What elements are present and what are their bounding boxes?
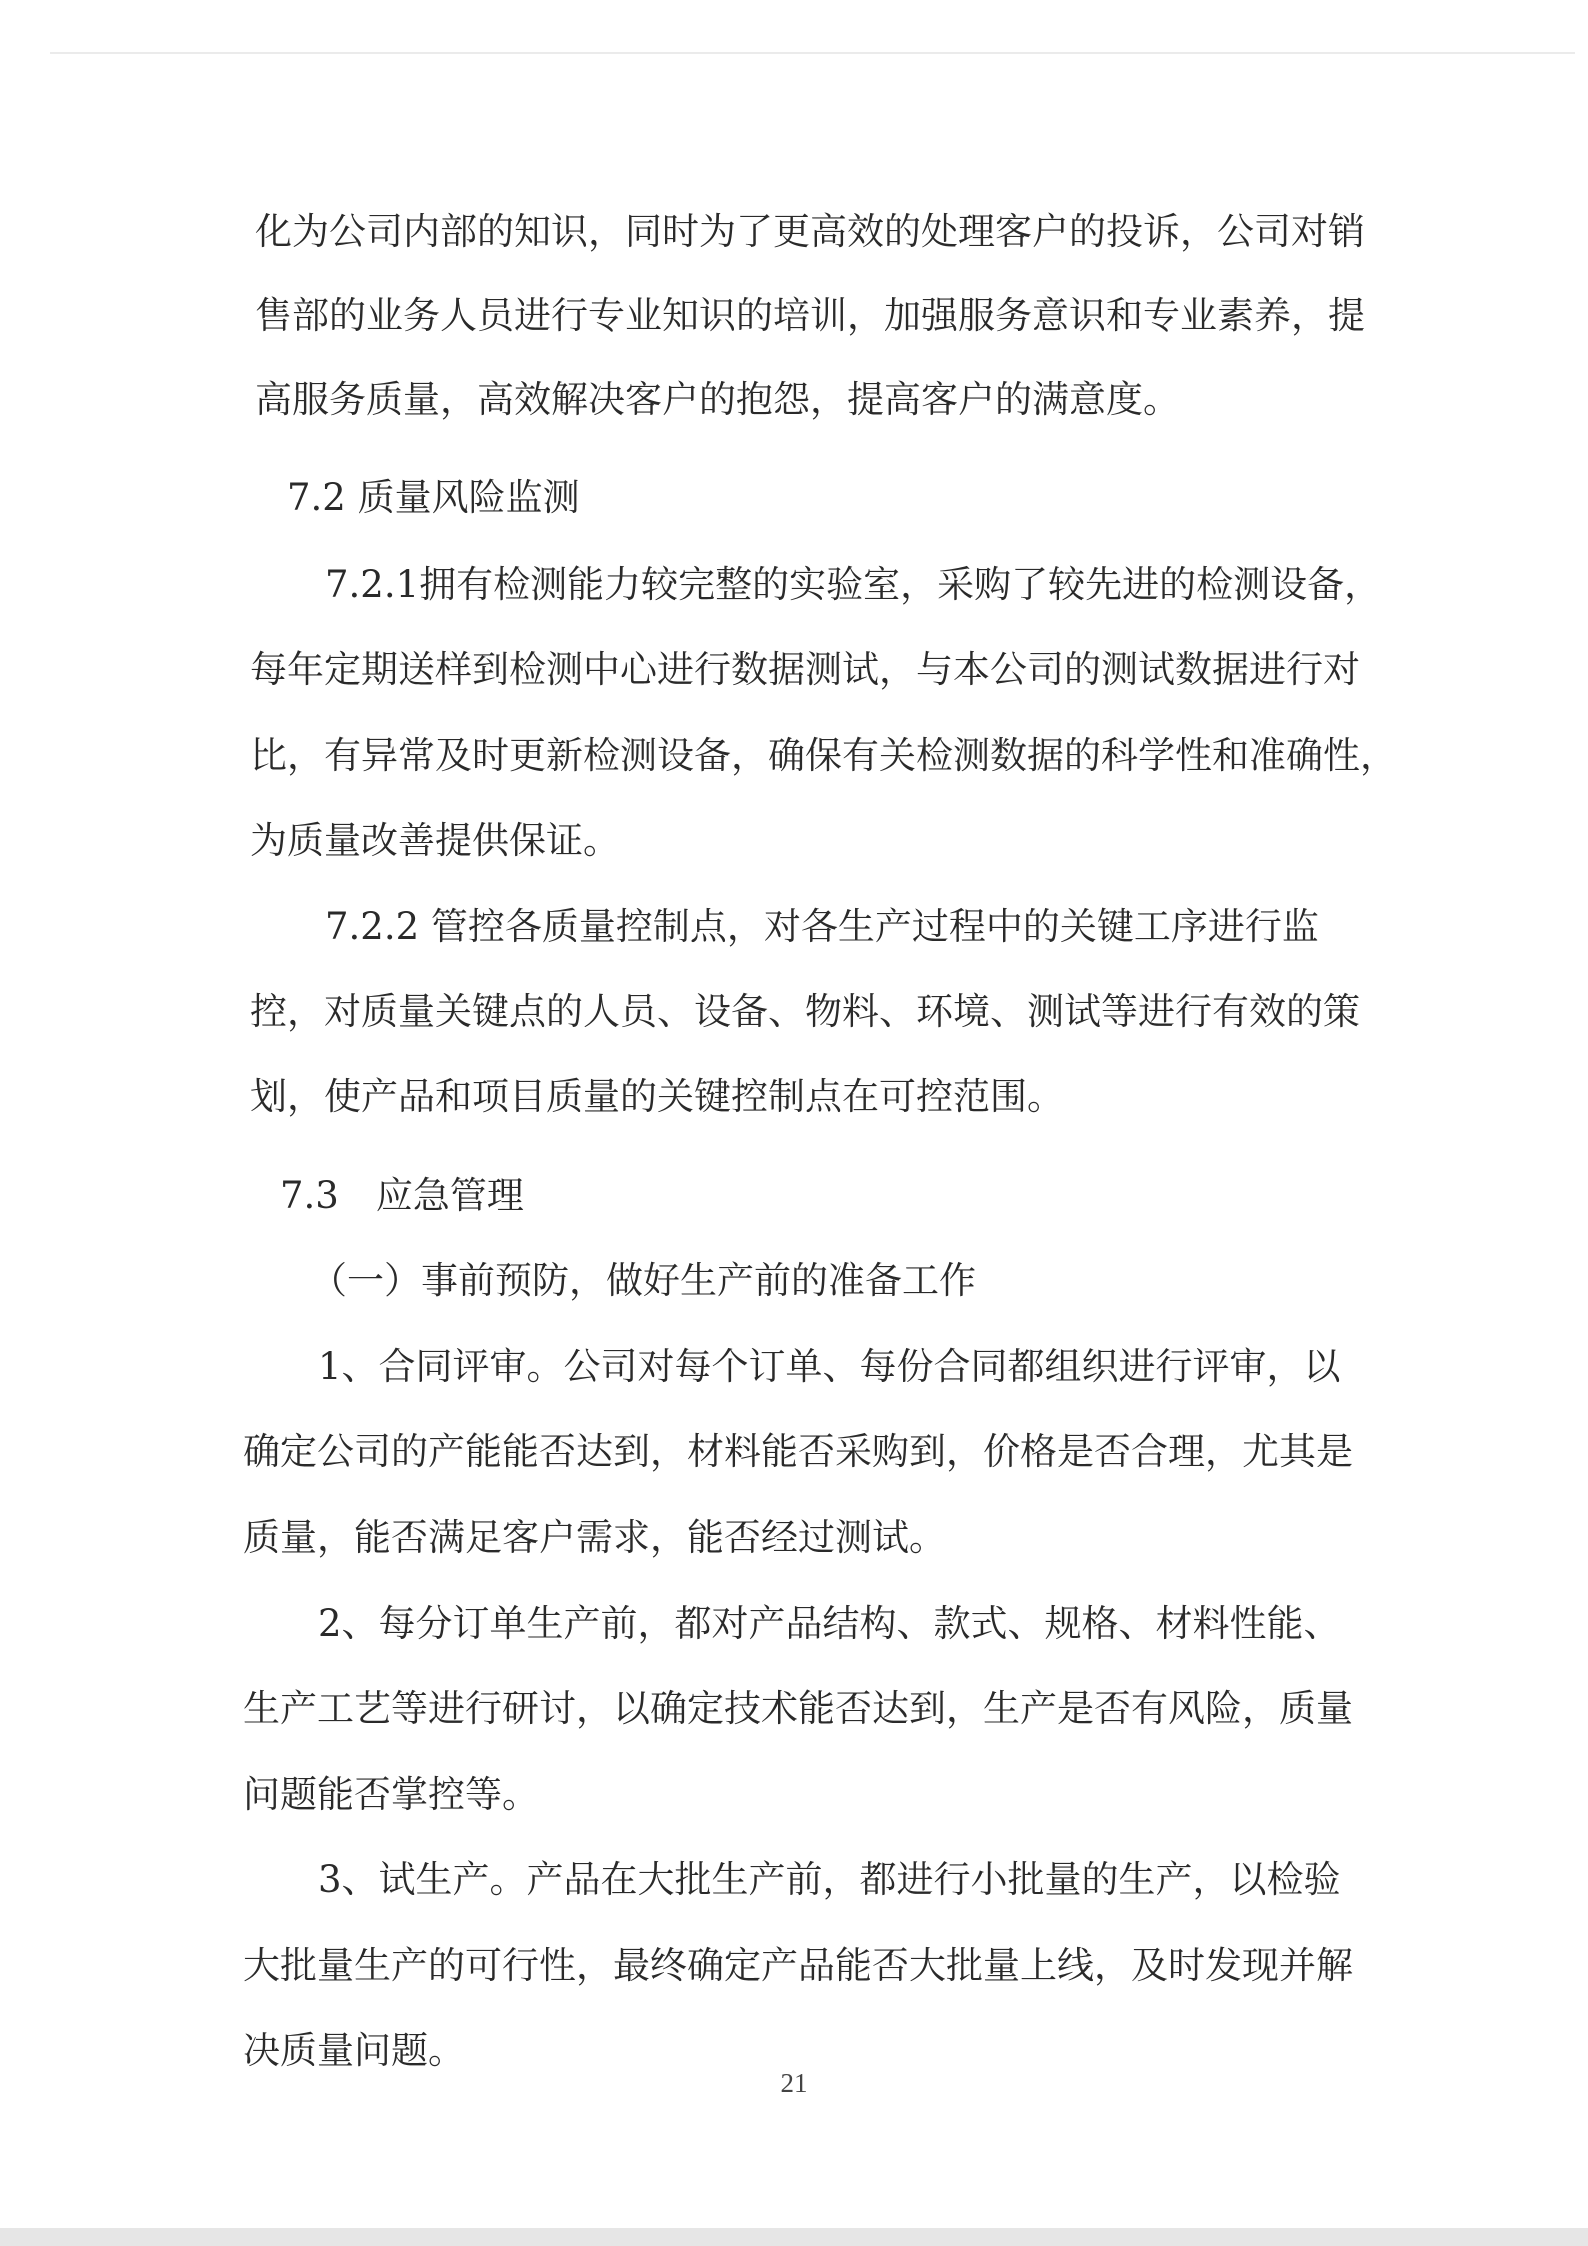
paragraph-line: 比，有异常及时更新检测设备，确保有关检测数据的科学性和准确性， <box>250 734 1397 777</box>
section-heading: 7.2 质量风险监测 <box>287 476 580 519</box>
paragraph-line: 化为公司内部的知识，同时为了更高效的处理客户的投诉，公司对销 <box>255 210 1365 253</box>
paragraph-line: 控，对质量关键点的人员、设备、物料、环境、测试等进行有效的策 <box>250 990 1360 1033</box>
paragraph-line: 每年定期送样到检测中心进行数据测试，与本公司的测试数据进行对 <box>250 648 1360 691</box>
paragraph-line: 7.2.1拥有检测能力较完整的实验室，采购了较先进的检测设备， <box>325 563 1382 606</box>
page-number: 21 <box>780 2068 808 2098</box>
paragraph-line: 为质量改善提供保证。 <box>250 819 620 862</box>
paragraph-line: 7.2.2 管控各质量控制点，对各生产过程中的关键工序进行监 <box>325 905 1319 948</box>
paragraph-line: 高服务质量，高效解决客户的抱怨，提高客户的满意度。 <box>255 378 1180 421</box>
paragraph-line: 售部的业务人员进行专业知识的培训，加强服务意识和专业素养，提 <box>255 294 1365 337</box>
scan-edge-top <box>50 52 1575 54</box>
paragraph-line: 确定公司的产能能否达到，材料能否采购到，价格是否合理，尤其是 <box>243 1430 1353 1473</box>
scan-edge-bottom <box>0 2228 1588 2246</box>
paragraph-line: 1、合同评审。公司对每个订单、每份合同都组织进行评审，以 <box>318 1345 1341 1388</box>
section-heading: 7.3 应急管理 <box>280 1174 524 1217</box>
subsection-heading: （一）事前预防，做好生产前的准备工作 <box>310 1259 976 1302</box>
paragraph-line: 大批量生产的可行性，最终确定产品能否大批量上线，及时发现并解 <box>243 1944 1353 1987</box>
paragraph-line: 3、试生产。产品在大批生产前，都进行小批量的生产，以检验 <box>318 1858 1341 1901</box>
paragraph-line: 质量，能否满足客户需求，能否经过测试。 <box>243 1516 946 1559</box>
paragraph-line: 生产工艺等进行研讨，以确定技术能否达到，生产是否有风险，质量 <box>243 1687 1353 1730</box>
paragraph-line: 划，使产品和项目质量的关键控制点在可控范围。 <box>250 1075 1064 1118</box>
paragraph-line: 问题能否掌控等。 <box>243 1773 539 1816</box>
paragraph-line: 2、每分订单生产前，都对产品结构、款式、规格、材料性能、 <box>318 1602 1341 1645</box>
paragraph-line: 决质量问题。 <box>243 2029 465 2072</box>
